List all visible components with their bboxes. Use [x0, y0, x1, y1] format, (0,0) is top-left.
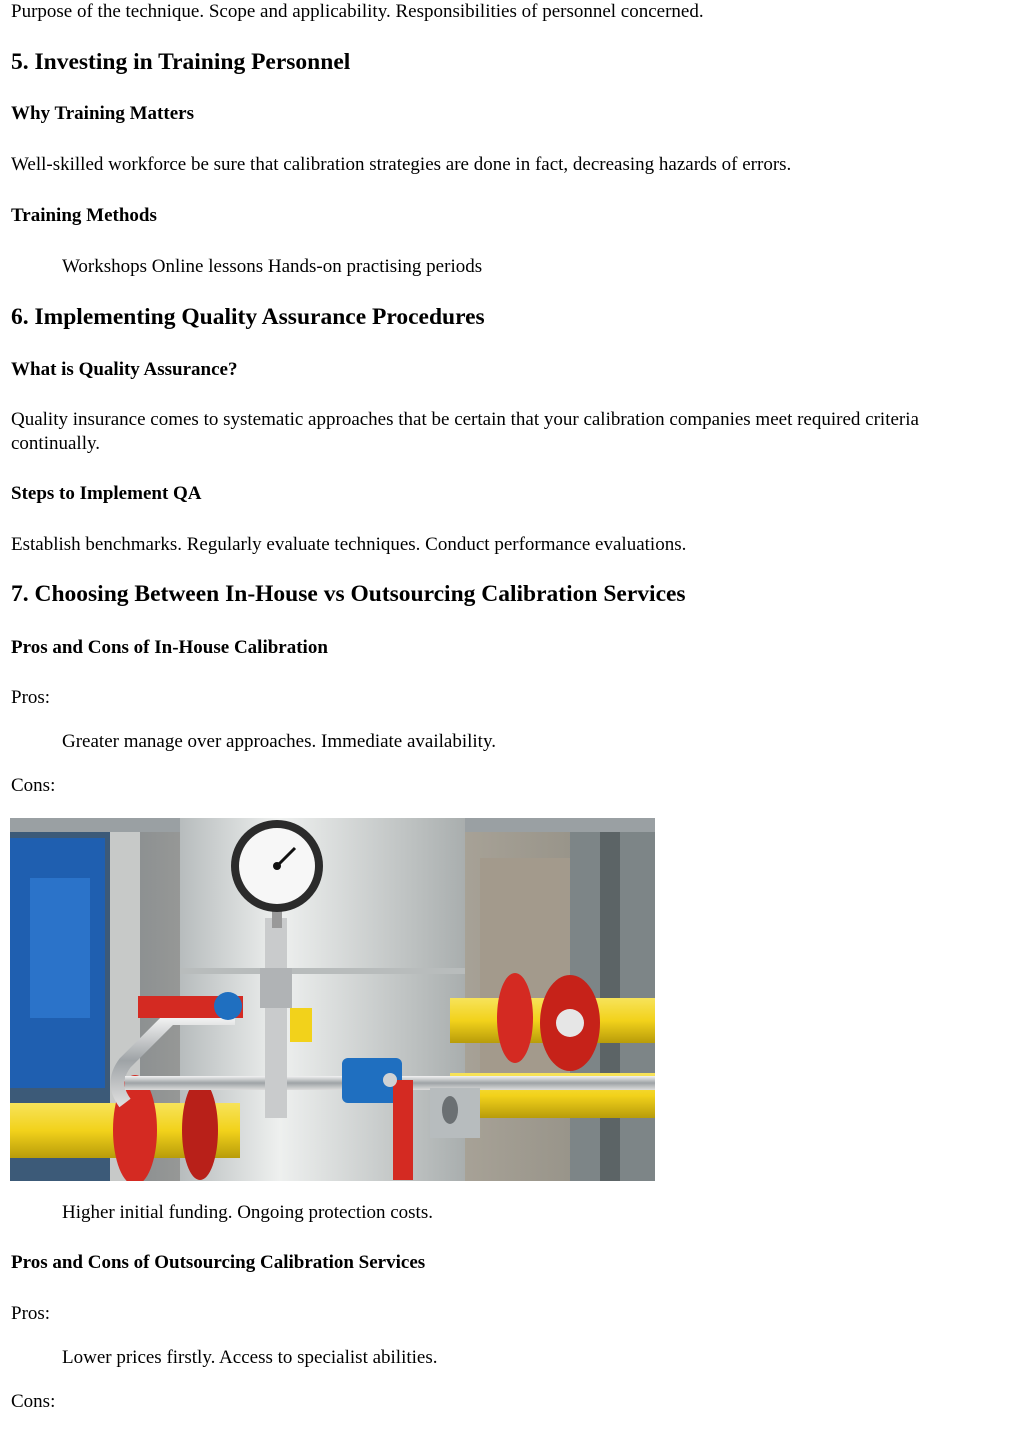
inhouse-pros-label: Pros:: [11, 687, 51, 708]
steps-qa-text: Establish benchmarks. Regularly evaluate techniques. Conduct performance evaluations.: [11, 534, 687, 555]
section-7-heading: 7. Choosing Between In-House vs Outsourcing Calibration Services: [11, 581, 686, 607]
outsourcing-pros-label: Pros:: [11, 1303, 51, 1324]
section-6-heading: 6. Implementing Quality Assurance Procedures: [11, 304, 485, 330]
steps-qa-heading: Steps to Implement QA: [11, 483, 202, 504]
why-training-text: Well-skilled workforce be sure that calibration strategies are done in fact, decreasing hazards of errors.: [11, 154, 792, 175]
inhouse-heading: Pros and Cons of In-House Calibration: [11, 637, 328, 658]
training-methods-list: Workshops Online lessons Hands-on practising periods: [62, 256, 483, 277]
what-is-qa-text: Quality insurance comes to systematic approaches that be certain that your calibration companies meet required criteria continually.: [11, 409, 919, 454]
outsourcing-cons-label: Cons:: [11, 1391, 56, 1412]
section-5-heading: 5. Investing in Training Personnel: [11, 49, 351, 75]
industrial-pipes-photo: [10, 818, 655, 1181]
inhouse-pros-list: Greater manage over approaches. Immediate availability.: [62, 731, 496, 752]
what-is-qa-heading: What is Quality Assurance?: [11, 359, 238, 380]
why-training-heading: Why Training Matters: [11, 103, 194, 124]
training-methods-heading: Training Methods: [11, 205, 157, 226]
inhouse-cons-label: Cons:: [11, 775, 56, 796]
intro-line: Purpose of the technique. Scope and applicability. Responsibilities of personnel concerned.: [11, 1, 704, 22]
outsourcing-heading: Pros and Cons of Outsourcing Calibration Services: [11, 1252, 426, 1273]
inhouse-cons-list: Higher initial funding. Ongoing protection costs.: [62, 1202, 433, 1223]
outsourcing-pros-list: Lower prices firstly. Access to specialist abilities.: [62, 1347, 438, 1368]
